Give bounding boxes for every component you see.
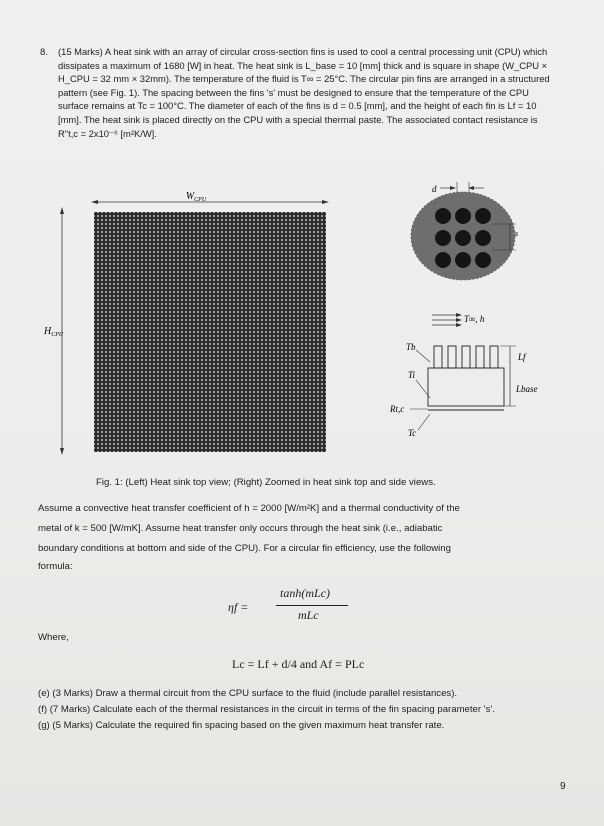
lbase-label: Lbase (516, 384, 538, 394)
fraction-bar (276, 605, 348, 606)
part-g: (g) (5 Marks) Calculate the required fin spacing based on the given maximum heat transfer rate. (38, 720, 445, 731)
eta-numerator: tanh(mLc) (280, 586, 330, 600)
question-parts (38, 686, 578, 734)
eta-lhs: ηf = (228, 600, 249, 614)
part-e: (e) (3 Marks) Draw a thermal circuit from the CPU surface to the fluid (include parallel resistances). (38, 688, 458, 699)
tc-label: Tc (408, 428, 417, 438)
wcpu-label: $W_{CPU}$ (185, 191, 207, 203)
where-label: Where, (38, 632, 69, 643)
flow-arrows (432, 315, 460, 325)
rtc-label: Rt,c (390, 404, 405, 414)
body-line-1: Assume a convective heat transfer coefficient of h = 2000 [W/m²K] and a thermal conductivity of the (38, 503, 460, 514)
part-f: (f) (7 Marks) Calculate each of the thermal resistances in the circuit in terms of the fin spacing parameter 's'. (38, 704, 495, 715)
question-intro: (15 Marks) A heat sink with an array of circular cross-section fins is used to cool a central processing unit (CPU) which dissipates a maximum of 1680 [W] in heat. The heat sink is L_base = 10 [mm] thick and is square in shape (W_CPU × H_CPU = 32 mm × 32mm). The temperature of the fluid is T∞ = 25°C. The circular pin fins are arranged in a structured pattern (see Fig. 1). The spacing between the fins 's' must be designed to ensure that the temperature of the CPU surface remains at Tc = 100°C. The diameter of each of the fins is d = 0.5 [mm], and the height of each fin is Lf = 10 [mm]. The heat sink is placed directly on the CPU with a special thermal paste. The associated contact resistance is R"t,c = 2x10⁻⁶ [m²K/W]. (58, 46, 550, 139)
page-number: 9 (560, 781, 566, 792)
s-label: s (515, 229, 519, 238)
side-view-base (428, 368, 504, 406)
ti-label: Ti (408, 370, 416, 380)
lf-label: Lf (518, 352, 526, 362)
side-view-fins (434, 346, 498, 368)
figure-caption: Fig. 1: (Left) Heat sink top view; (Right) Zoomed in heat sink top and side views. (96, 477, 436, 488)
tb-label: Tb (406, 342, 416, 352)
fin-array (94, 212, 326, 452)
fin-efficiency-equation (228, 586, 388, 630)
hcpu-label: $H_{CPU}$ (44, 326, 64, 338)
d-label: d (432, 184, 437, 194)
pin-fins-top (435, 208, 491, 268)
body-line-3: boundary conditions at bottom and side of the CPU). For a circular fin efficiency, use the following (38, 543, 451, 554)
lc-af-equation: Lc = Lf + d/4 and Af = PLc (232, 657, 365, 671)
eta-denominator: mLc (298, 608, 319, 622)
question-number: 8. (40, 47, 49, 58)
zoomed-heat-sink-views (350, 178, 570, 458)
body-line-2: metal of k = 500 [W/mK]. Assume heat transfer only occurs through the heat sink (i.e., adiabatic (38, 523, 443, 534)
body-line-4: formula: (38, 561, 73, 572)
heat-sink-top-view (36, 190, 336, 470)
tinf-h-label: T∞, h (464, 314, 485, 324)
